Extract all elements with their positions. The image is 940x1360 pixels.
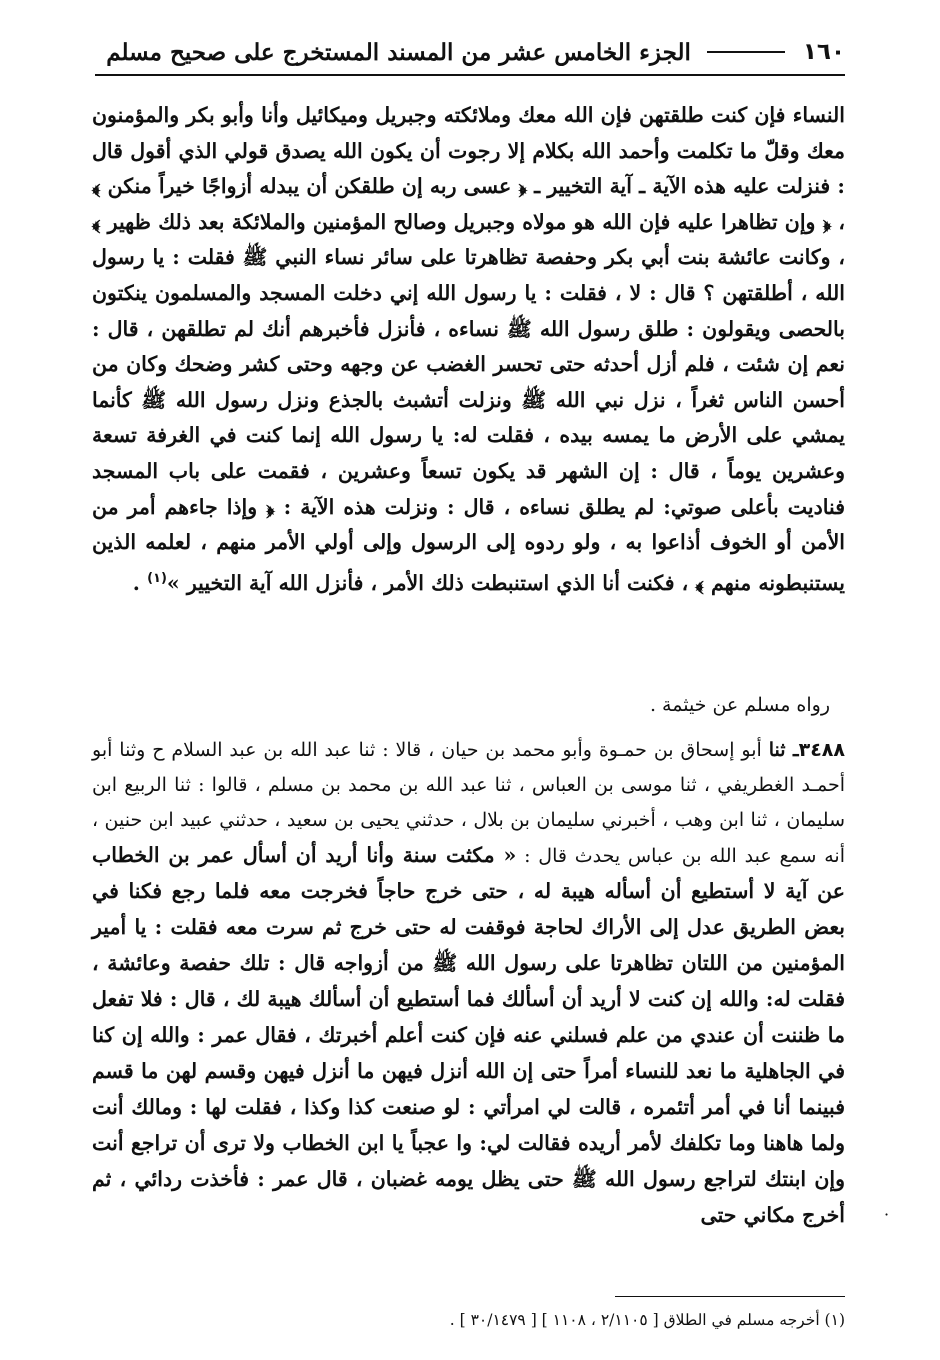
footnote-ref: (١) (147, 570, 167, 586)
main-text (92, 98, 845, 601)
page-header (95, 30, 845, 76)
hadith-thana: ـ ثنا (768, 739, 799, 761)
hadith-number: ٣٤٨٨ (798, 739, 845, 761)
footnote-separator (615, 1296, 845, 1297)
main-paragraph-end: . (132, 570, 148, 595)
main-paragraph-text: النساء فإن كنت طلقتهن فإن الله معك وملائكته وجبريل وميكائيل وأنا وأبو بكر والمؤمنون معك وقلّ ما تكلمت وأحمد الله بكلام إلا رجوت أن يكون الله يصدق قولي الذي أقول قال : فنزلت عليه هذه الآية ـ آية التخيير ـ ﴿ عسى ربه إن طلقكن أن يبدله أزواجًا خيراً منكن ﴾ ، ﴿ وإن تظاهرا عليه فإن الله هو مولاه وجبريل وصالح المؤمنين والملائكة بعد ذلك ظهير ﴾ ، وكانت عائشة بنت أبي بكر وحفصة تظاهرتا على سائر نساء النبي ﷺ فقلت : يا رسول الله ، أطلقتهن ؟ قال : لا ، فقلت : يا رسول الله إني دخلت المسجد والمسلمون ينكتون بالحصى ويقولون : طلق رسول الله ﷺ نساءه ، فأنزل فأخبرهم أنك لم تطلقهن ، قال : نعم إن شئت ، فلم أزل أحدثه حتى تحسر الغضب عن وجهه وحتى كشر وضحك وكان من أحسن الناس ثغراً ، نزل نبي الله ﷺ ونزلت أتشبث بالجذع ونزل رسول الله ﷺ كأنما يمشي على الأرض ما يمسه بيده ، فقلت له: يا رسول الله إنما كنت في الغرفة تسعة وعشرين يوماً ، قال : إن الشهر قد يكون تسعاً وعشرين ، فقمت على باب المسجد فناديت بأعلى صوتي: لم يطلق نساءه ، قال : ونزلت هذه الآية : ﴿ وإذا جاءهم أمر من الأمن أو الخوف أذاعوا به ، ولو ردوه إلى الرسول وإلى أولي الأمر منهم ، لعلمه الذين يستنبطونه منهم ﴾ ، فكنت أنا الذي استنبطت ذلك الأمر ، فأنزل الله آية التخيير » (92, 103, 845, 595)
narration-note: رواه مسلم عن خيثمة . (649, 694, 830, 716)
hadith-matn: « مكثت سنة وأنا أريد أن أسأل عمر بن الخطاب عن آية لا أستطيع أن أسأله هيبة له ، حتى خرج حاجاً فخرجت معه فلما رجع فكنا في بعض الطريق عدل إلى الأراك لحاجة فوقفت له حتى خرج ثم سرت معه فقلت : يا أمير المؤمنين من اللتان تظاهرتا على رسول الله ﷺ من أزواجه قال : تلك حفصة وعائشة ، فقلت له: والله إن كنت لا أريد أن أسألك فما أستطيع أن أسألك هيبة لك ، قال : فلا تفعل ما ظننت أن عندي من علم فسلني عنه فإن كنت أعلم أخبرتك ، فقال عمر : والله إن كنا في الجاهلية ما نعد للنساء أمراً حتى إن الله أنزل فيهن ما أنزل فيهن وقسم لهن ما قسم فبينما أنا في أمر أتئمره ، قالت لي امرأتي : لو صنعت كذا وكذا ، فقلت لها : ومالك أنت ولما هاهنا وما تكلفك لأمر أريده فقالت لي: وا عجباً يا ابن الخطاب ولا ترى أن تراجع أنت وإن ابنتك لتراجع رسول الله ﷺ حتى يظل يومه غضبان ، قال عمر : فأخذت ردائي ، ثم أخرج مكاني حتى (92, 843, 845, 1227)
footnote: (١) أخرجه مسلم في الطلاق [ ٢/١١٠٥ ، ١١٠٨ ] [ ٣٠/١٤٧٩ ] . (449, 1311, 845, 1329)
hadith-block (92, 733, 845, 1234)
margin-mark: · (884, 1205, 890, 1224)
header-dash (707, 51, 785, 53)
main-paragraph (92, 98, 845, 601)
running-title: الجزء الخامس عشر من المسند المستخرج على صحيح مسلم (106, 38, 691, 66)
hadith-isnad: أبو إسحاق بن حمـوة وأبو محمد بن حيان ، قالا : ثنا عبد الله بن عبد السلام ح وثنا أبو أحمـد الغطريفي ، ثنا موسى بن العباس ، ثنا عبد الله بن محمد بن مسلم ، قالوا : ثنا الربيع ابن سليمان ، ثنا ابن وهب ، أخبرني سليمان بن بلال ، حدثني يحيى بن سعيد ، حدثني عبيد ابن حنين ، أنه سمع عبد الله بن عباس يحدث قال : (92, 739, 845, 867)
hadith-paragraph (92, 733, 845, 1234)
page-number: ١٦٠ (802, 39, 845, 65)
